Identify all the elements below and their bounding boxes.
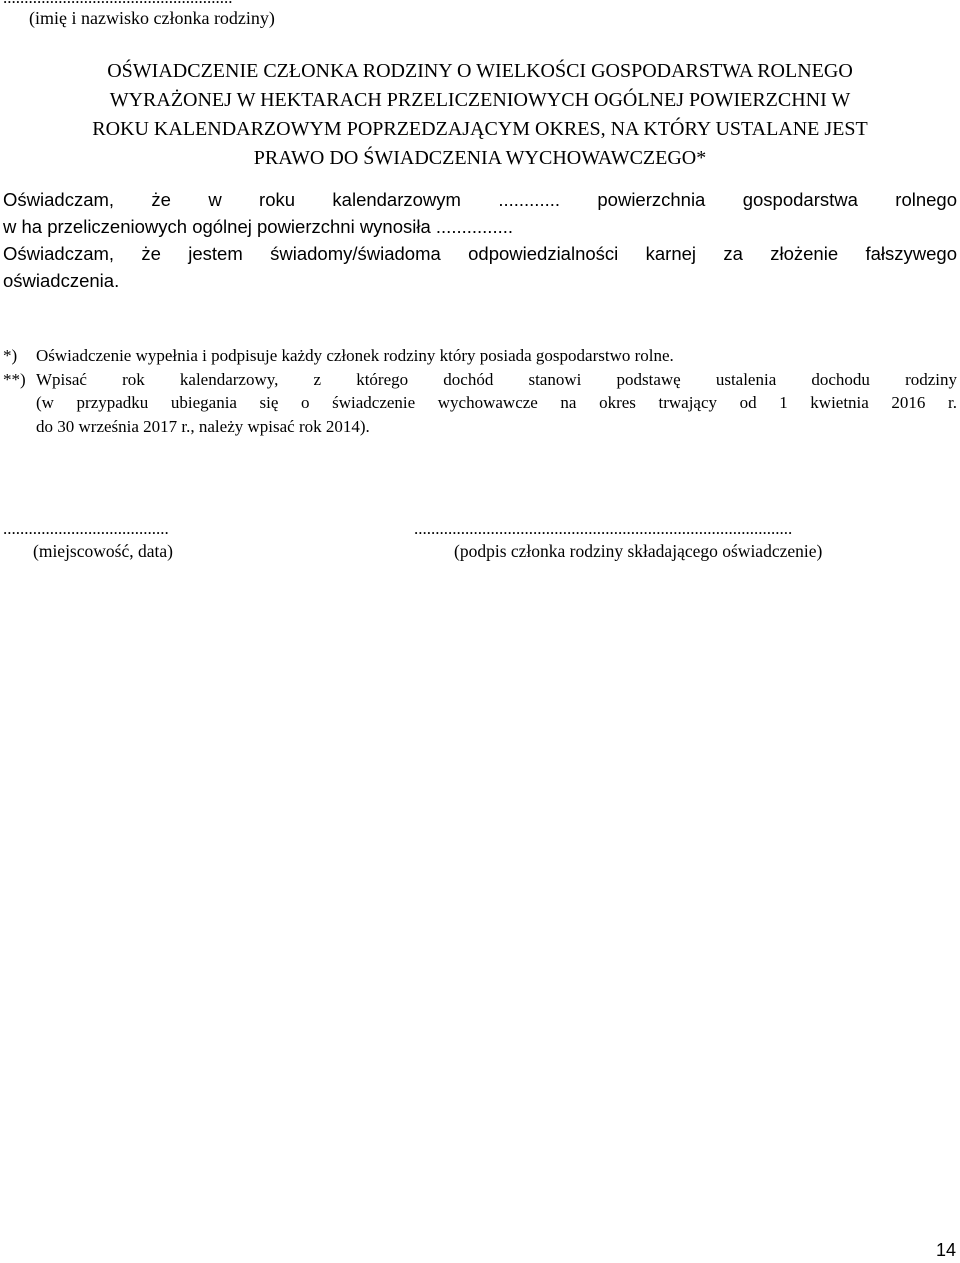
footnote-line: Wpisać rok kalendarzowy, z którego dochód stanowi podstawę ustalenia dochodu rodziny bbox=[36, 369, 957, 389]
footnote-line: (w przypadku ubiegania się o świadczenie wychowawcze na okres trwający od 1 kwietnia 2016 r. bbox=[36, 393, 957, 412]
title-line: WYRAŻONEJ W HEKTARACH PRZELICZENIOWYCH OGÓLNEJ POWIERZCHNI W bbox=[109, 89, 851, 111]
name-fill-line bbox=[3, 0, 233, 8]
statement-line: w ha przeliczeniowych ogólnej powierzchni wynosiła ............... bbox=[3, 216, 514, 237]
name-caption: (imię i nazwisko członka rodziny) bbox=[29, 8, 275, 28]
footnote-marker: *) bbox=[3, 346, 18, 365]
footnote-marker: **) bbox=[3, 369, 26, 389]
place-date-caption: (miejscowość, data) bbox=[33, 541, 173, 561]
document-title bbox=[0, 57, 960, 173]
statement-line: Oświadczam, że w roku kalendarzowym ............ powierzchnia gospodarstwa rolnego bbox=[3, 189, 957, 210]
footnote-line: Oświadczenie wypełnia i podpisuje każdy członek rodziny który posiada gospodarstwo rolne. bbox=[36, 346, 674, 365]
footnote-line: do 30 września 2017 r., należy wpisać rok 2014). bbox=[36, 416, 370, 436]
title-line: PRAWO DO ŚWIADCZENIA WYCHOWAWCZEGO* bbox=[253, 147, 707, 169]
statement-paragraph bbox=[3, 186, 957, 294]
footnote bbox=[3, 368, 957, 439]
footnotes bbox=[3, 344, 957, 438]
signature-caption: (podpis członka rodziny składającego oświadczenie) bbox=[454, 541, 823, 561]
footnote bbox=[3, 344, 957, 368]
signature-fill-line: ......................................................................................... bbox=[414, 519, 793, 538]
statement-line: Oświadczam, że jestem świadomy/świadoma odpowiedzialności karnej za złożenie fałszywego bbox=[3, 243, 957, 264]
page-number: 14 bbox=[935, 1240, 956, 1260]
title-line: ROKU KALENDARZOWYM POPRZEDZAJĄCYM OKRES, NA KTÓRY USTALANE JEST bbox=[92, 118, 868, 140]
statement-line: oświadczenia. bbox=[3, 270, 120, 291]
place-date-fill-line: ....................................... bbox=[3, 519, 169, 538]
title-line: OŚWIADCZENIE CZŁONKA RODZINY O WIELKOŚCI GOSPODARSTWA ROLNEGO bbox=[107, 60, 853, 82]
